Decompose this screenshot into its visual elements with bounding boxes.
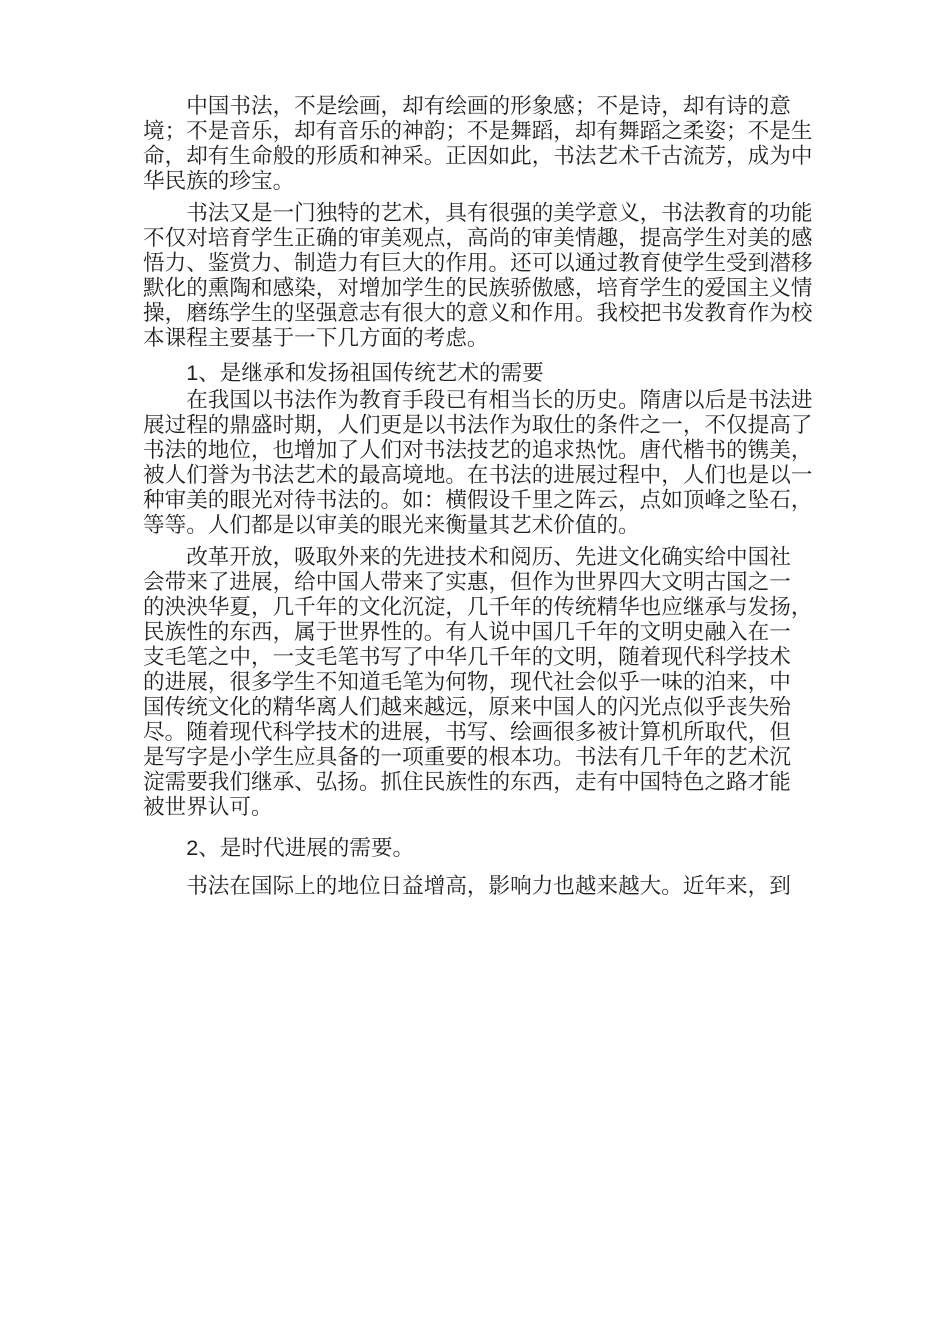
paragraph-aesthetic-education: 书法又是一门独特的艺术，具有很强的美学意义，书法教育的功能不仅对培育学生正确的审美观点，高尚的审美情趣，提高学生对美的感悟力、鉴赏力、制造力有巨大的作用。还可以通过教育使学生受到潜移默化的熏陶和感染，对增加学生的民族骄傲感，培育学生的爱国主义情操，磨练学生的坚强意志有很大的意义和作用。我校把书发教育作为校本课程主要基于一下几方面的考虑。	[143, 200, 813, 350]
paragraph-international-status: 书法在国际上的地位日益增高，影响力也越来越大。近年来，到	[186, 873, 791, 898]
paragraph-reform-tradition: 改革开放，吸取外来的先进技术和阅历、先进文化确实给中国社 会带来了进展，给中国人带来了实惠，但作为世界四大文明古国之一 的泱泱华夏，几千年的文化沉淀，几千年的传统精华也应继承与发扬， 民族性的东西，属于世界性的。有人说中国几千年的文明史融入在一 支毛笔之中，一支毛笔书写了中华几千年的文明，随着现代科学技术 的进展，很多学生不知道毛笔为何物，现代社会似乎一味的泊来，中 国传统文化的精华离人们越来越远，原来中国人的闪光点似乎丧失殆 尽。随着现代科学技术的进展，书写、绘画很多被计算机所取代，但 是写字是小学生应具备的一项重要的根本功。书法有几千年的艺术沉 淀需要我们继承、弘扬。抓住民族性的东西，走有中国特色之路才能 被世界认可。	[143, 544, 813, 819]
paragraph-calligraphy-intro: 中国书法，不是绘画，却有绘画的形象感；不是诗，却有诗的意境；不是音乐，却有音乐的神韵；不是舞蹈，却有舞蹈之柔姿；不是生命，却有生命般的形质和神采。正因如此，书法艺术千古流芳，成为中华民族的珍宝。	[143, 93, 813, 193]
section-heading-2: 2、是时代进展的需要。	[186, 835, 415, 860]
section-heading-1: 1、是继承和发扬祖国传统艺术的需要	[186, 360, 544, 385]
paragraph-history: 在我国以书法作为教育手段已有相当长的历史。隋唐以后是书法进展过程的鼎盛时期，人们更是以书法作为取仕的条件之一，不仅提高了书法的地位，也增加了人们对书法技艺的追求热忱。唐代楷书的镌美，被人们誉为书法艺术的最高境地。在书法的进展过程中，人们也是以一种审美的眼光对待书法的。如：横假设千里之阵云，点如顶峰之坠石，等等。人们都是以审美的眼光来衡量其艺术价值的。	[143, 387, 813, 537]
